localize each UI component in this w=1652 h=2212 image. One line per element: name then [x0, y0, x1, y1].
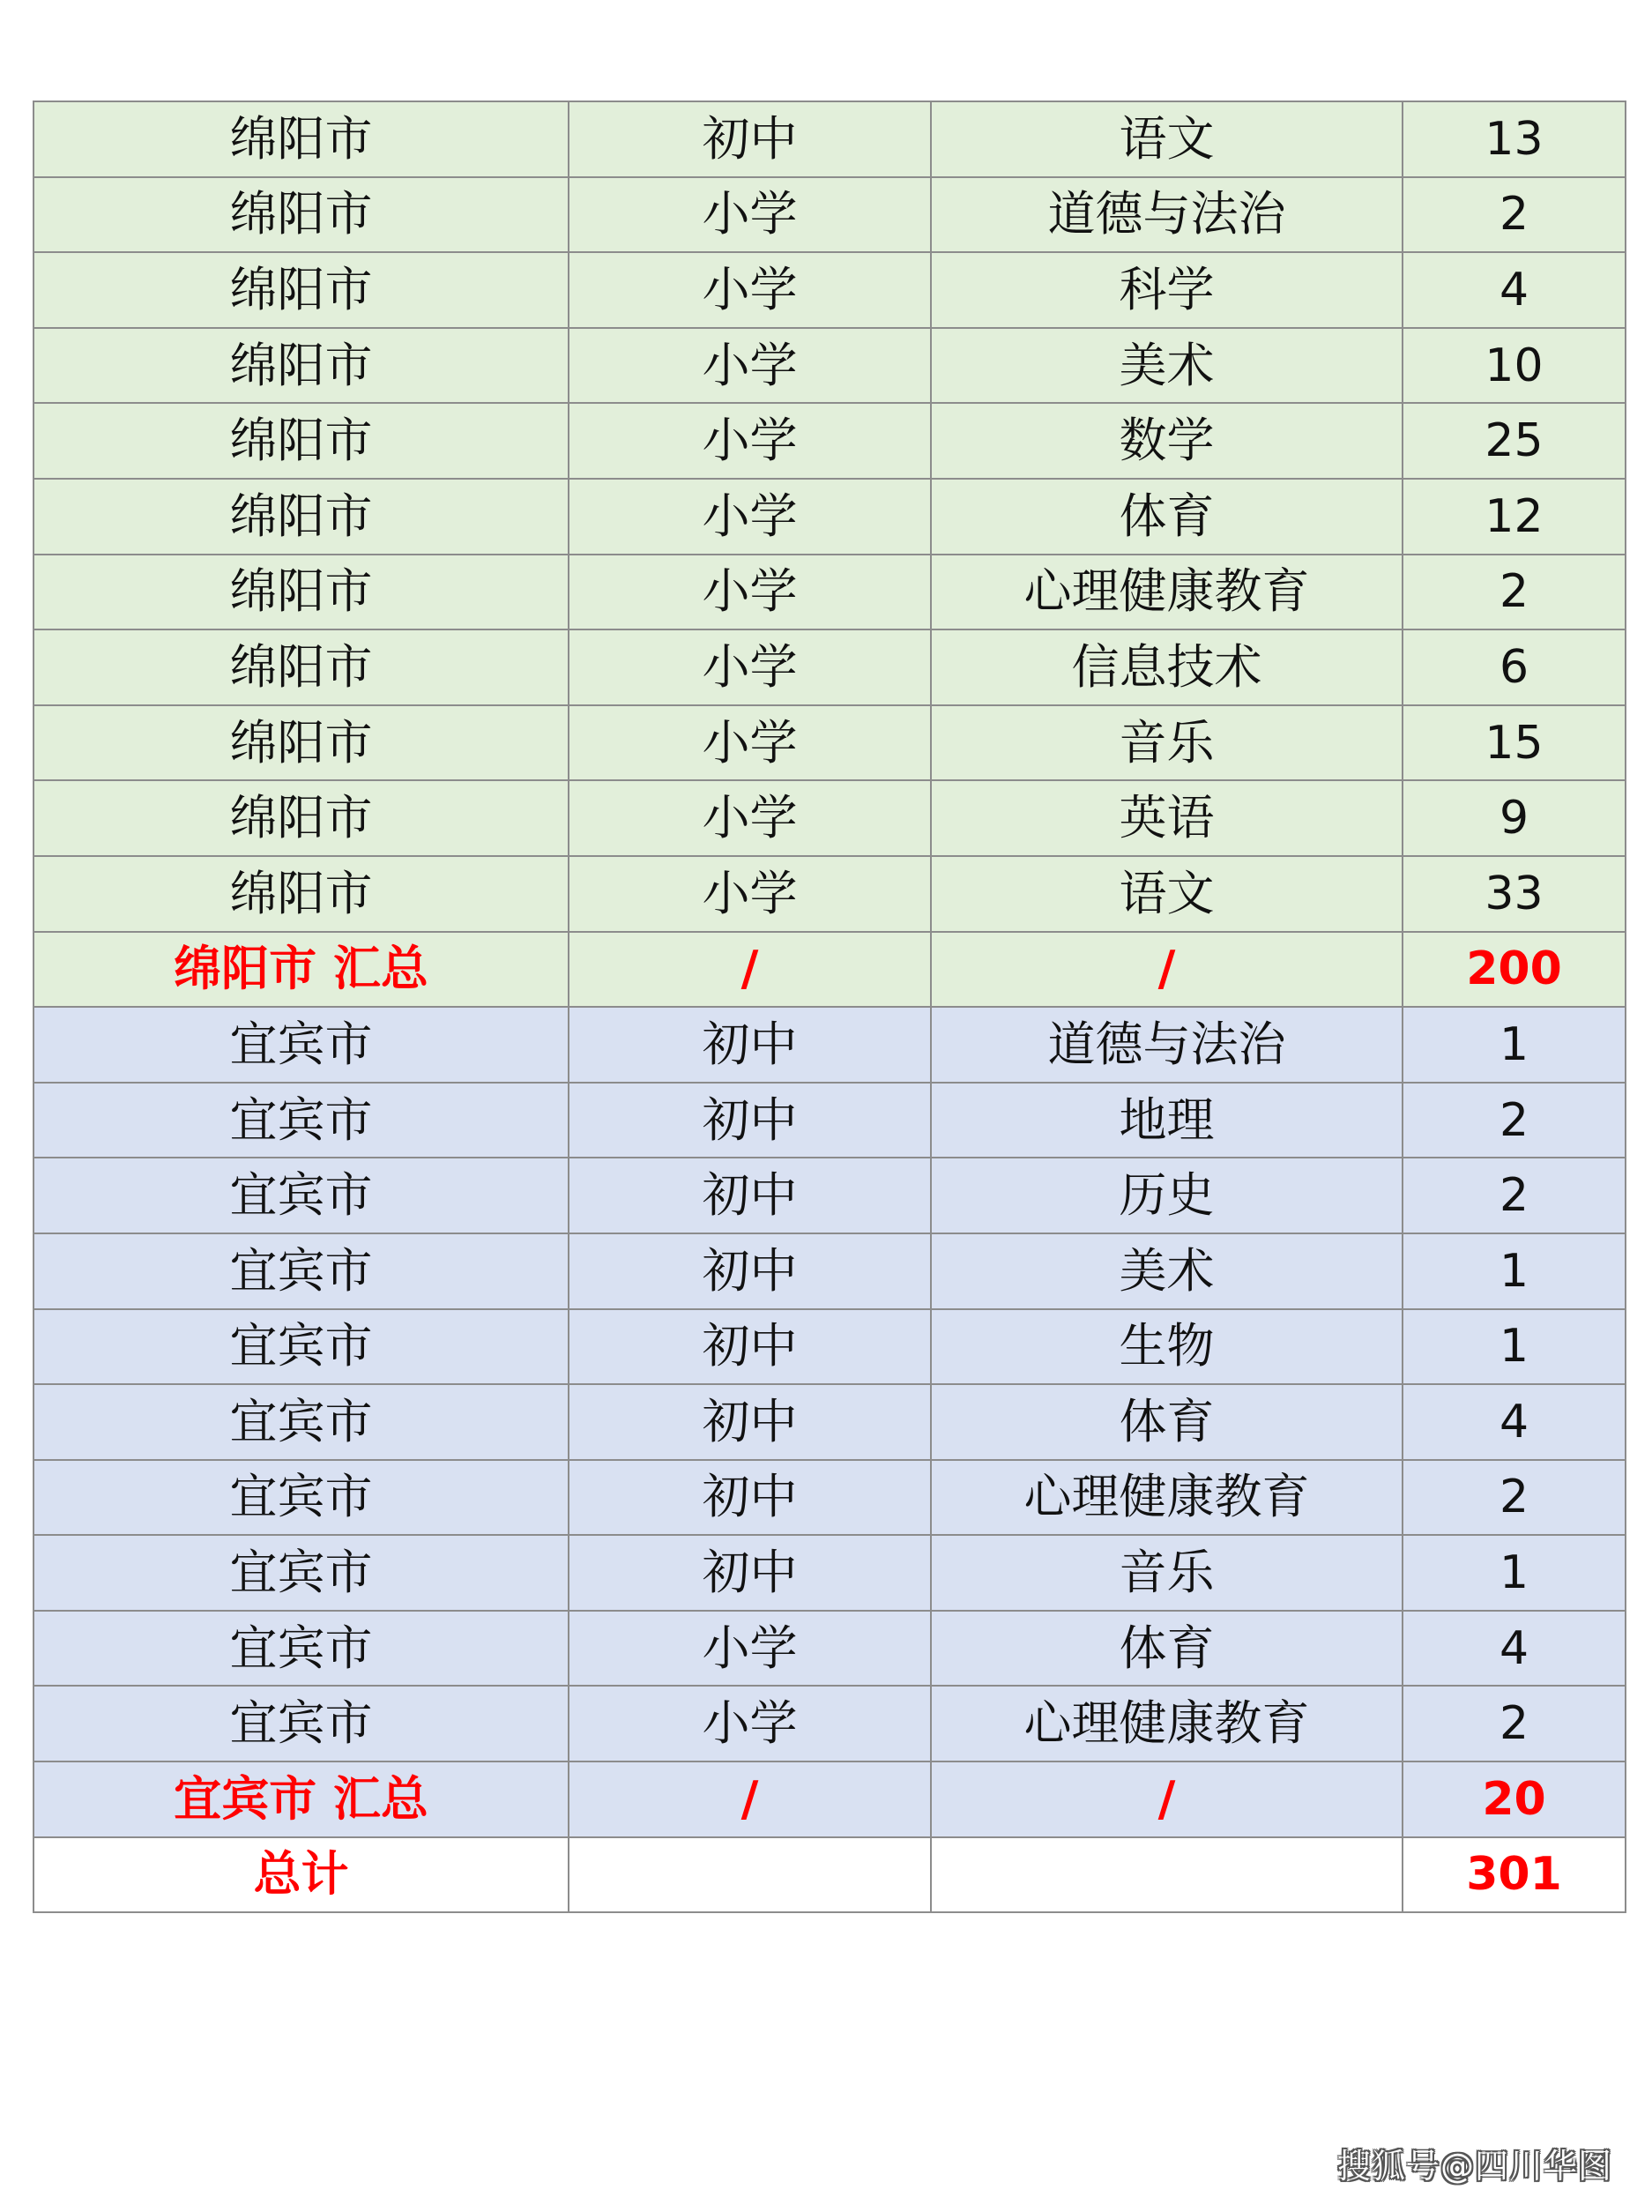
table-row [33, 1233, 1626, 1309]
subject-cell: 数学 [931, 403, 1403, 479]
table-row [33, 1384, 1626, 1460]
subtotal-label-cell: 宜宾市 汇总 [33, 1761, 569, 1837]
count-cell: 15 [1403, 705, 1626, 781]
subject-cell: 历史 [931, 1158, 1403, 1233]
city-cell: 绵阳市 [33, 252, 569, 328]
subject-cell: 科学 [931, 252, 1403, 328]
city-cell: 宜宾市 [33, 1083, 569, 1158]
city-cell: 宜宾市 [33, 1007, 569, 1083]
subject-cell: 心理健康教育 [931, 1460, 1403, 1536]
count-cell: 12 [1403, 479, 1626, 555]
recruitment-table [33, 101, 1626, 1913]
table-row [33, 705, 1626, 781]
subject-cell: 心理健康教育 [931, 555, 1403, 630]
count-cell: 1 [1403, 1007, 1626, 1083]
table-row [33, 856, 1626, 932]
school-level-cell: 小学 [569, 403, 931, 479]
table-row [33, 252, 1626, 328]
subject-cell: 体育 [931, 479, 1403, 555]
city-cell: 绵阳市 [33, 101, 569, 177]
count-cell: 4 [1403, 1611, 1626, 1687]
subject-cell: 信息技术 [931, 629, 1403, 705]
grand-total-level-cell [569, 1837, 931, 1913]
table-row [33, 780, 1626, 856]
count-cell: 2 [1403, 1158, 1626, 1233]
count-cell: 4 [1403, 252, 1626, 328]
table-row [33, 1460, 1626, 1536]
table-row [33, 555, 1626, 630]
city-cell: 绵阳市 [33, 629, 569, 705]
count-cell: 1 [1403, 1233, 1626, 1309]
table-row [33, 1611, 1626, 1687]
school-level-cell: 初中 [569, 1007, 931, 1083]
school-level-cell: 初中 [569, 1384, 931, 1460]
school-level-cell: 初中 [569, 1309, 931, 1385]
count-cell: 9 [1403, 780, 1626, 856]
table-body [33, 101, 1626, 1912]
subtotal-count-cell: 20 [1403, 1761, 1626, 1837]
subject-cell: 体育 [931, 1384, 1403, 1460]
school-level-cell: 小学 [569, 177, 931, 253]
table-row [33, 629, 1626, 705]
grand-total-count-cell: 301 [1403, 1837, 1626, 1913]
subtotal-subject-cell: / [931, 932, 1403, 1008]
grand-total-label-cell: 总计 [33, 1837, 569, 1913]
table-row [33, 1535, 1626, 1611]
school-level-cell: 小学 [569, 555, 931, 630]
subtotal-row [33, 932, 1626, 1008]
table-row [33, 101, 1626, 177]
table-row [33, 1309, 1626, 1385]
city-cell: 宜宾市 [33, 1460, 569, 1536]
city-cell: 宜宾市 [33, 1535, 569, 1611]
city-cell: 绵阳市 [33, 780, 569, 856]
subtotal-level-cell: / [569, 1761, 931, 1837]
grand-total-row [33, 1837, 1626, 1913]
table-row [33, 1083, 1626, 1158]
table-row [33, 328, 1626, 404]
city-cell: 宜宾市 [33, 1158, 569, 1233]
recruitment-table-container [33, 101, 1625, 1913]
city-cell: 宜宾市 [33, 1686, 569, 1761]
subtotal-count-cell: 200 [1403, 932, 1626, 1008]
school-level-cell: 初中 [569, 1158, 931, 1233]
city-cell: 宜宾市 [33, 1611, 569, 1687]
subtotal-label-cell: 绵阳市 汇总 [33, 932, 569, 1008]
city-cell: 宜宾市 [33, 1233, 569, 1309]
subject-cell: 地理 [931, 1083, 1403, 1158]
school-level-cell: 初中 [569, 1083, 931, 1158]
table-row [33, 403, 1626, 479]
count-cell: 2 [1403, 1083, 1626, 1158]
count-cell: 10 [1403, 328, 1626, 404]
school-level-cell: 小学 [569, 252, 931, 328]
school-level-cell: 小学 [569, 1611, 931, 1687]
grand-total-subject-cell [931, 1837, 1403, 1913]
city-cell: 绵阳市 [33, 555, 569, 630]
city-cell: 绵阳市 [33, 479, 569, 555]
count-cell: 2 [1403, 1686, 1626, 1761]
city-cell: 绵阳市 [33, 403, 569, 479]
school-level-cell: 初中 [569, 101, 931, 177]
count-cell: 4 [1403, 1384, 1626, 1460]
subject-cell: 美术 [931, 328, 1403, 404]
subtotal-row [33, 1761, 1626, 1837]
subtotal-level-cell: / [569, 932, 931, 1008]
school-level-cell: 小学 [569, 1686, 931, 1761]
subject-cell: 生物 [931, 1309, 1403, 1385]
school-level-cell: 小学 [569, 856, 931, 932]
subject-cell: 语文 [931, 856, 1403, 932]
subject-cell: 道德与法治 [931, 1007, 1403, 1083]
city-cell: 宜宾市 [33, 1384, 569, 1460]
subject-cell: 体育 [931, 1611, 1403, 1687]
subject-cell: 英语 [931, 780, 1403, 856]
table-row [33, 479, 1626, 555]
table-row [33, 1686, 1626, 1761]
subject-cell: 美术 [931, 1233, 1403, 1309]
count-cell: 1 [1403, 1535, 1626, 1611]
city-cell: 绵阳市 [33, 705, 569, 781]
school-level-cell: 小学 [569, 328, 931, 404]
count-cell: 25 [1403, 403, 1626, 479]
subject-cell: 语文 [931, 101, 1403, 177]
count-cell: 13 [1403, 101, 1626, 177]
subject-cell: 道德与法治 [931, 177, 1403, 253]
subject-cell: 音乐 [931, 705, 1403, 781]
table-row [33, 177, 1626, 253]
subject-cell: 音乐 [931, 1535, 1403, 1611]
table-row [33, 1158, 1626, 1233]
table-row [33, 1007, 1626, 1083]
watermark-text: 搜狐号@四川华图 [1336, 2147, 1612, 2186]
school-level-cell: 初中 [569, 1460, 931, 1536]
subject-cell: 心理健康教育 [931, 1686, 1403, 1761]
count-cell: 2 [1403, 555, 1626, 630]
school-level-cell: 小学 [569, 705, 931, 781]
school-level-cell: 小学 [569, 780, 931, 856]
school-level-cell: 初中 [569, 1233, 931, 1309]
city-cell: 宜宾市 [33, 1309, 569, 1385]
city-cell: 绵阳市 [33, 177, 569, 253]
school-level-cell: 初中 [569, 1535, 931, 1611]
count-cell: 33 [1403, 856, 1626, 932]
city-cell: 绵阳市 [33, 856, 569, 932]
count-cell: 6 [1403, 629, 1626, 705]
count-cell: 1 [1403, 1309, 1626, 1385]
count-cell: 2 [1403, 177, 1626, 253]
school-level-cell: 小学 [569, 629, 931, 705]
school-level-cell: 小学 [569, 479, 931, 555]
city-cell: 绵阳市 [33, 328, 569, 404]
count-cell: 2 [1403, 1460, 1626, 1536]
subtotal-subject-cell: / [931, 1761, 1403, 1837]
